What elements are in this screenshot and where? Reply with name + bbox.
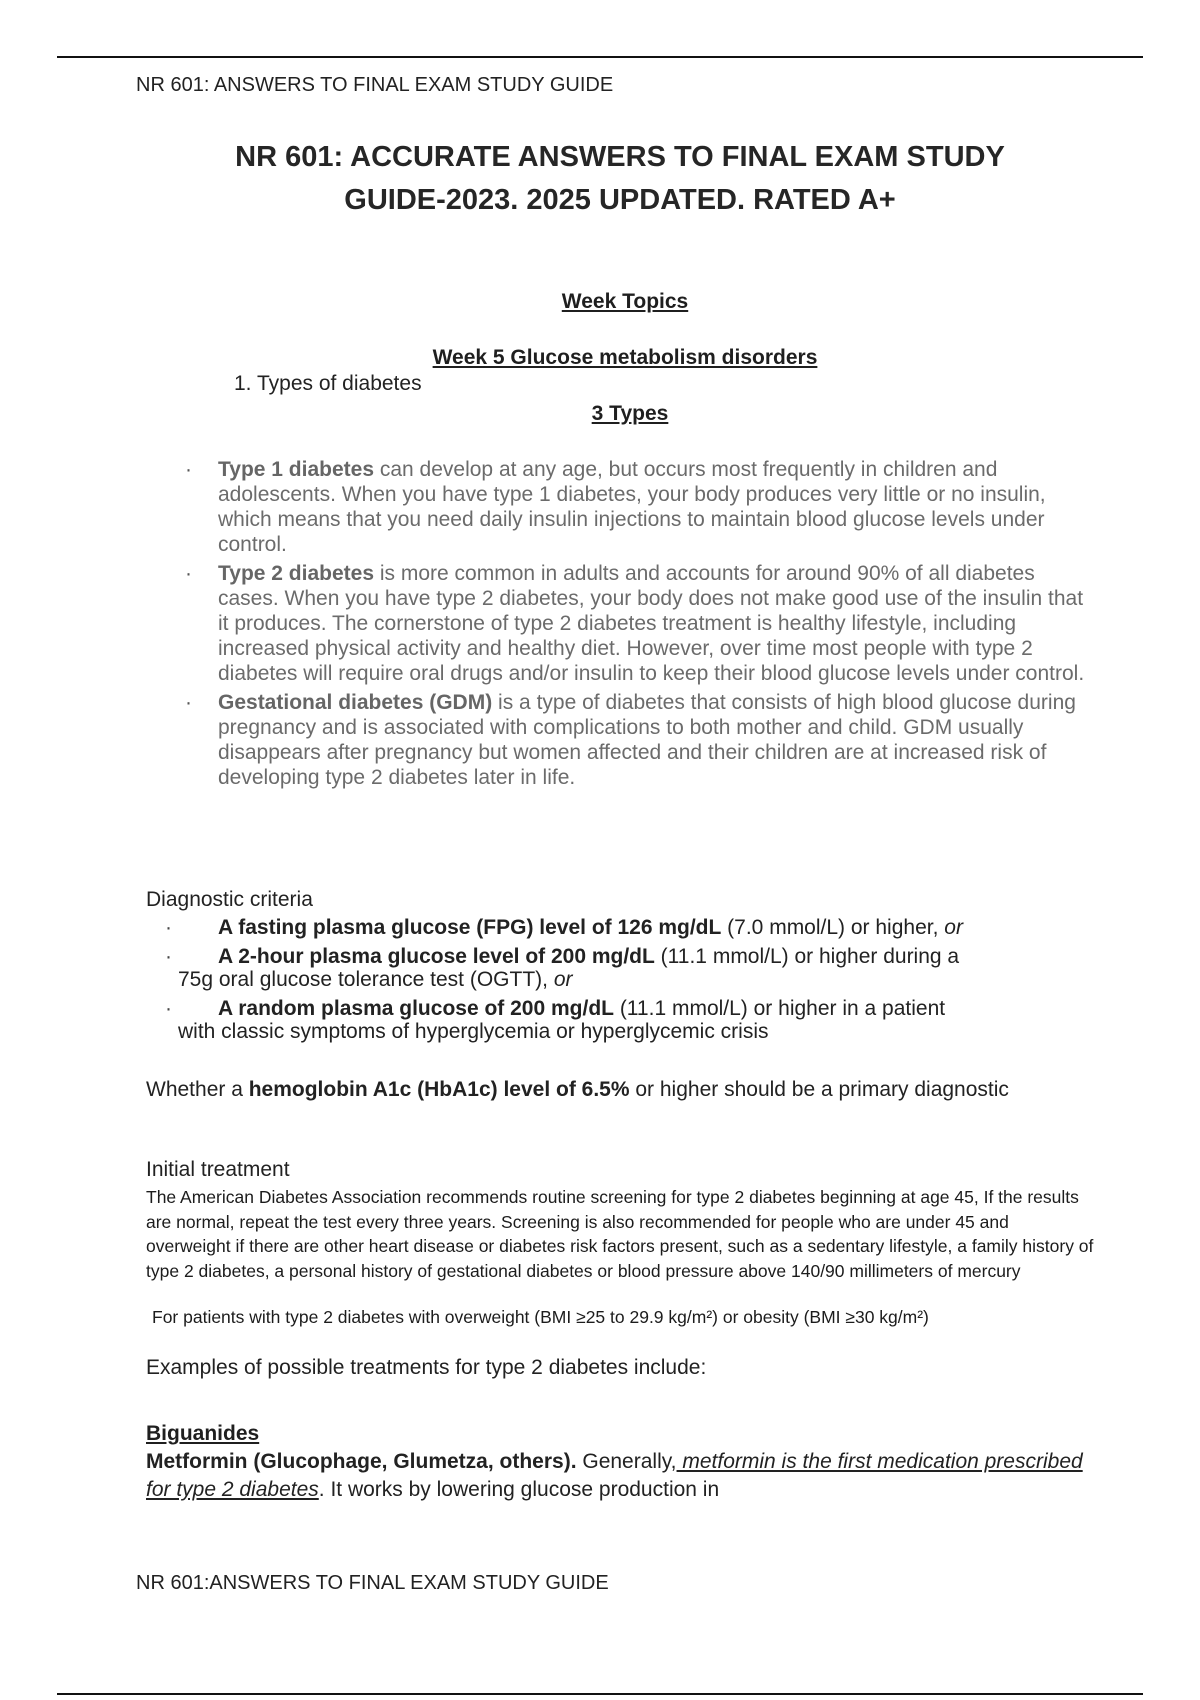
bullet-icon: · (165, 997, 172, 1020)
hba1c-post: or higher should be a primary diagnostic (629, 1078, 1009, 1101)
metformin-post: . It works by lowering glucose production in (318, 1478, 720, 1501)
initial-treatment-label: Initial treatment (146, 1158, 290, 1181)
criterion-text: (11.1 mmol/L) or higher during a (654, 945, 960, 968)
diagnostic-criteria-list (160, 916, 1110, 1049)
criterion-bold: A random plasma glucose of 200 mg/dL (218, 997, 614, 1020)
list-item (180, 561, 1090, 686)
metformin-pre: Generally, (576, 1450, 677, 1473)
running-header: NR 601: ANSWERS TO FINAL EXAM STUDY GUIDE (136, 74, 614, 96)
list-item (160, 945, 1110, 991)
criterion-text: (11.1 mmol/L) or higher in a patient (613, 997, 946, 1020)
ada-screening-paragraph: The American Diabetes Association recommends routine screening for type 2 diabetes beginning at age 45, If the results are normal, repeat the test every three years. Screening is also recommended for people who are under 45 and overweight if there are other heart disease or diabetes risk factors present, such as a sedentary lifestyle, a family history of type 2 diabetes, a personal history of gestational diabetes or blood pressure above 140/90 millimeters of mercury (146, 1187, 1094, 1281)
hba1c-paragraph (146, 1076, 1066, 1103)
type-name: Type 1 diabetes (218, 458, 375, 481)
diagnostic-criteria-label: Diagnostic criteria (146, 888, 313, 911)
type-description: can develop at any age, but occurs most frequently in children and adolescents. When you have type 1 diabetes, your body produces very little or no insulin, which means that you need daily insulin injections to maintain blood glucose levels under control. (218, 458, 1046, 556)
bullet-icon: · (185, 562, 192, 585)
type-name: Type 2 diabetes (218, 562, 375, 585)
running-footer: NR 601:ANSWERS TO FINAL EXAM STUDY GUIDE (136, 1572, 609, 1594)
metformin-emphasis-text: metformin is the first medication prescribed for type 2 diabetes (146, 1450, 1083, 1501)
criterion-or: or (944, 916, 963, 939)
bullet-icon: · (165, 945, 172, 968)
hba1c-bold: hemoglobin A1c (HbA1c) level of 6.5% (248, 1078, 630, 1101)
criterion-bold: A fasting plasma glucose (FPG) level of 126 mg/dL (218, 916, 722, 939)
metformin-bold: Metformin (Glucophage, Glumetza, others). (146, 1450, 577, 1473)
type-description: is more common in adults and accounts for around 90% of all diabetes cases. When you have type 2 diabetes, your body does not make good use of the insulin that it produces. The cornerstone of type 2 diabetes treatment is healthy lifestyle, including increased physical activity and healthy diet. However, over time most people with type 2 diabetes will require oral drugs and/or insulin to keep their blood glucose levels under control. (218, 562, 1085, 685)
diabetes-types-list (180, 457, 1090, 794)
top-rule (57, 56, 1143, 58)
bullet-icon: · (185, 691, 192, 714)
bmi-line: For patients with type 2 diabetes with overweight (BMI ≥25 to 29.9 kg/m²) or obesity (BMI ≥30 kg/m²) (152, 1307, 929, 1327)
criterion-text: (7.0 mmol/L) or higher, (721, 916, 945, 939)
biguanides-heading: Biguanides (146, 1422, 260, 1445)
criterion-cont-text: 75g oral glucose tolerance test (OGTT), (178, 968, 554, 991)
title-line-2: GUIDE-2023. 2025 UPDATED. RATED A+ (344, 184, 896, 216)
types-of-diabetes-item: 1. Types of diabetes (234, 372, 422, 395)
criterion-continuation (178, 968, 1110, 991)
criterion-bold: A 2-hour plasma glucose level of 200 mg/dL (218, 945, 655, 968)
bullet-icon: · (165, 916, 172, 939)
title-line-1: NR 601: ACCURATE ANSWERS TO FINAL EXAM STUDY (235, 141, 1005, 173)
type-description: is a type of diabetes that consists of high blood glucose during pregnancy and is associated with complications to both mother and child. GDM usually disappears after pregnancy but women affected and their children are at increased risk of developing type 2 diabetes later in life. (218, 691, 1076, 789)
criterion-continuation: with classic symptoms of hyperglycemia or hyperglycemic crisis (178, 1020, 769, 1043)
bullet-icon: · (185, 458, 192, 481)
list-item (160, 916, 1110, 939)
type-name: Gestational diabetes (GDM) (218, 691, 493, 714)
examples-paragraph: Examples of possible treatments for type 2 diabetes include: (146, 1356, 707, 1379)
list-item (180, 457, 1090, 557)
list-item (160, 997, 1110, 1043)
week5-heading: Week 5 Glucose metabolism disorders (432, 346, 818, 369)
week-topics-heading: Week Topics (561, 290, 689, 313)
bottom-rule (57, 1693, 1143, 1695)
criterion-or: or (553, 968, 573, 991)
list-item (180, 690, 1090, 790)
three-types-heading: 3 Types (591, 402, 669, 425)
hba1c-pre: Whether a (146, 1078, 249, 1101)
metformin-paragraph (146, 1448, 1106, 1504)
document-title (120, 136, 1120, 222)
